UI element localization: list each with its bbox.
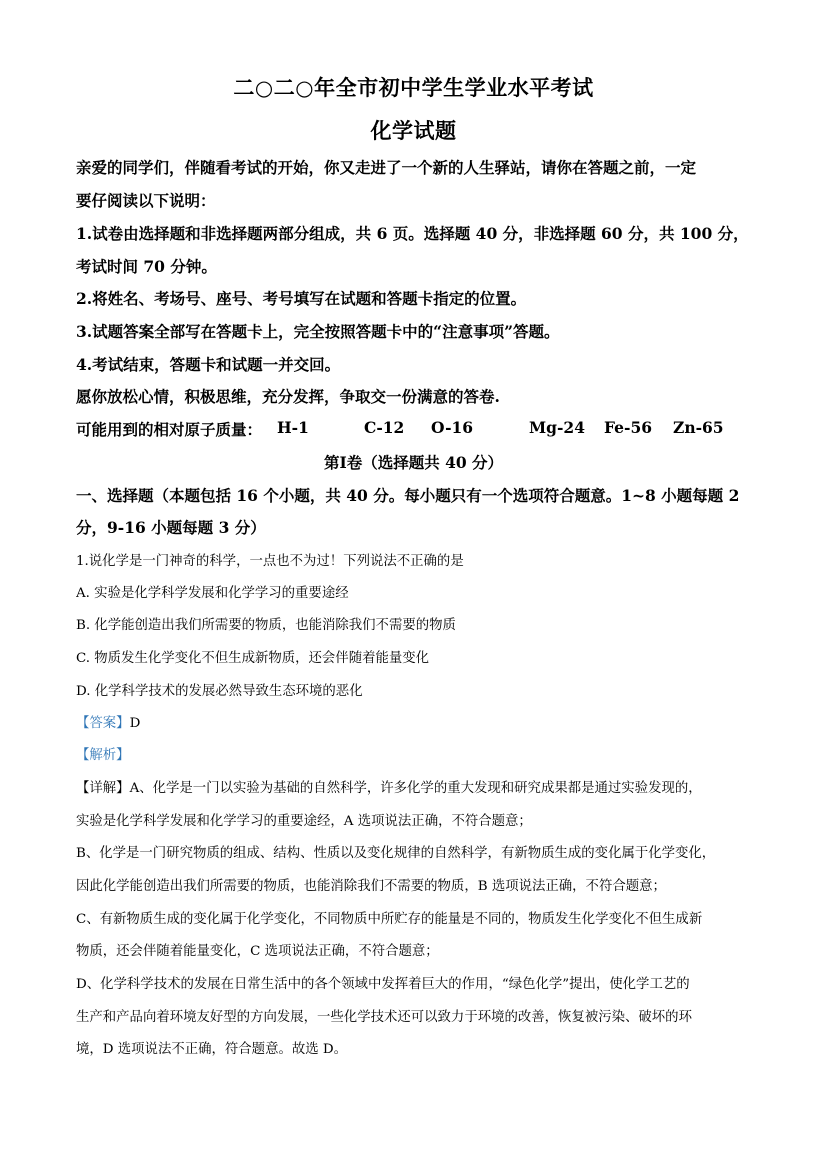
- detail-line-1: [76, 777, 756, 796]
- detail-line-4: 因此化学能创造出我们所需要的物质，也能消除我们不需要的物质，B 选项说法正确，不符合题意；: [76, 879, 666, 894]
- question-stem: 1.说化学是一门神奇的科学，一点也不为过！下列说法不正确的是: [76, 554, 464, 569]
- detail-line-2: 实验是化学科学发展和化学学习的重要途经，A 选项说法正确，不符合题意；: [76, 814, 532, 829]
- instruction-1a: 1.试卷由选择题和非选择题两部分组成，共 6 页。选择题 40 分，非选择题 60 分，共 100 分，: [76, 224, 749, 243]
- atomic-mass-fe: Fe-56: [604, 418, 653, 437]
- atomic-mass-h: H-1: [277, 418, 309, 437]
- instruction-4: 4.考试结束，答题卡和试题一并交回。: [76, 355, 341, 374]
- detail-line-3: B、化学是一门研究物质的组成、结构、性质以及变化规律的自然科学，有新物质生成的变化属于化学变化，: [76, 846, 716, 861]
- detail-line-7: D、化学科学技术的发展在日常生活中的各个领域中发挥着巨大的作用，“绿色化学”提出，使化学工艺的: [76, 977, 690, 992]
- subject-title: 化学试题: [370, 118, 457, 143]
- detail-line-8: 生产和产品向着环境友好型的方向发展，一些化学技术还可以致力于环境的改善，恢复被污染、破坏的环: [76, 1010, 692, 1025]
- exam-title: 二○二○年全市初中学生学业水平考试: [233, 75, 594, 100]
- part-heading-1: 一、选择题（本题包括 16 个小题，共 40 分。每小题只有一个选项符合题意。1~8 小题每题 2: [76, 486, 740, 505]
- intro-line-1: 亲爱的同学们，伴随看考试的开始，你又走进了一个新的人生驿站，请你在答题之前，一定: [76, 158, 697, 177]
- option-c: C. 物质发生化学变化不但生成新物质，还会伴随着能量变化: [76, 651, 430, 666]
- option-b: B. 化学能创造出我们所需要的物质，也能消除我们不需要的物质: [76, 618, 456, 633]
- detail-line-6: 物质，还会伴随着能量变化，C 选项说法正确，不符合题意；: [76, 944, 439, 959]
- analysis-tag: 【解析】: [76, 748, 130, 763]
- detail-line-5: C、有新物质生成的变化属于化学变化，不同物质中所贮存的能量是不同的，物质发生化学变化不但生成新: [76, 912, 703, 927]
- detail-text-1: A、化学是一门以实验为基础的自然科学，许多化学的重大发现和研究成果都是通过实验发现的，: [129, 781, 702, 796]
- atomic-mass-label: 可能用到的相对原子质量：: [76, 420, 263, 439]
- instruction-2: 2.将姓名、考场号、座号、考号填写在试题和答题卡指定的位置。: [76, 289, 527, 308]
- answer-line: [76, 712, 756, 731]
- answer-value: D: [129, 716, 141, 731]
- detail-tag: 【详解】: [76, 781, 130, 796]
- detail-line-9: 境，D 选项说法不正确，符合题意。故选 D。: [76, 1042, 348, 1057]
- option-a: A. 实验是化学科学发展和化学学习的重要途经: [76, 586, 349, 601]
- part-heading-2: 分，9-16 小题每题 3 分）: [76, 518, 266, 537]
- atomic-mass-line: [76, 418, 756, 440]
- option-d: D. 化学科学技术的发展必然导致生态环境的恶化: [76, 684, 363, 699]
- section-title: 第Ⅰ卷（选择题共 40 分）: [323, 453, 504, 472]
- intro-line-2: 要仔阅读以下说明：: [76, 191, 216, 210]
- wish-line: 愿你放松心情，积极思维，充分发挥，争取交一份满意的答卷.: [76, 387, 500, 406]
- atomic-mass-o: O-16: [431, 418, 474, 437]
- atomic-mass-zn: Zn-65: [673, 418, 724, 437]
- atomic-mass-c: C-12: [364, 418, 405, 437]
- instruction-3: 3.试题答案全部写在答题卡上，完全按照答题卡中的“注意事项”答题。: [76, 322, 560, 341]
- atomic-mass-mg: Mg-24: [529, 418, 585, 437]
- instruction-1b: 考试时间 70 分钟。: [76, 257, 217, 276]
- answer-tag: 【答案】: [76, 716, 130, 731]
